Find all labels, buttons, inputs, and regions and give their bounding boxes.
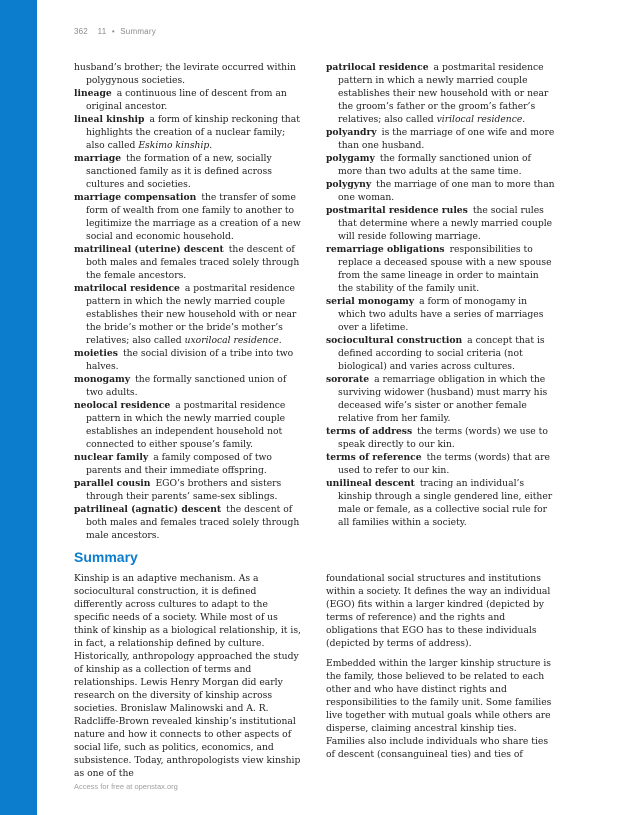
glossary-definition: a continuous line of descent from an original ancestor. (86, 88, 287, 112)
glossary-definition: the formation of a new, socially sanctioned family as it is defined across cultures and societies. (86, 153, 272, 190)
chapter-number: 11 (97, 27, 107, 36)
summary-paragraph: foundational social structures and institutions within a society. It defines the way an individual (EGO) fits within a larger kindred (depicted by terms of reference) and the rights and obligations that EGO has to these individuals (depicted by terms of address). (326, 573, 551, 649)
glossary-definition: a remarriage obligation in which the surviving widower (husband) must marry his deceased wife’s sister or another female relative from her family. (338, 374, 548, 424)
glossary-entry (74, 399, 306, 451)
glossary-term: lineage (74, 88, 112, 99)
glossary-tail: . (209, 140, 213, 151)
glossary-definition: husband’s brother; the levirate occurred within polygynous societies. (74, 62, 296, 86)
glossary-term: patrilocal residence (326, 62, 429, 73)
glossary-term: polyandry (326, 127, 377, 138)
glossary-tail: . (522, 114, 526, 125)
glossary-right-column (326, 61, 556, 529)
glossary-entry (74, 243, 306, 282)
glossary-term: polygyny (326, 179, 372, 190)
glossary-term: nuclear family (74, 452, 149, 463)
glossary-entry (74, 113, 306, 152)
glossary-entry (326, 204, 556, 243)
glossary-definition: the social rules that determine where a newly married couple will reside following marriage. (338, 205, 553, 242)
glossary-definition: is the marriage of one wife and more than one husband. (338, 127, 555, 151)
glossary-entry (74, 373, 306, 399)
summary-heading: Summary (74, 549, 138, 565)
glossary-entry (74, 152, 306, 191)
glossary-term: lineal kinship (74, 114, 145, 125)
page-number: 362 (74, 27, 88, 36)
glossary-term: terms of reference (326, 452, 422, 463)
glossary-alt-term: Eskimo kinship (138, 140, 210, 151)
glossary-entry (326, 477, 556, 529)
glossary-definition: the marriage of one man to more than one woman. (338, 179, 555, 203)
glossary-definition: a postmarital residence pattern in which the newly married couple establishes their new household with or near the bride’s mother or the bride’s mother’s relatives; also called (86, 283, 297, 346)
glossary-entry (74, 503, 306, 542)
glossary-term: marriage (74, 153, 122, 164)
side-color-bar (0, 0, 37, 815)
glossary-definition: EGO’s brothers and sisters through their parents’ same-sex siblings. (86, 478, 282, 502)
glossary-entry (74, 282, 306, 347)
glossary-term: marriage compensation (74, 192, 197, 203)
glossary-alt-term: virilocal residence (436, 114, 523, 125)
glossary-term: sociocultural construction (326, 335, 463, 346)
glossary-term: monogamy (74, 374, 131, 385)
glossary-definition: the descent of both males and females traced solely through the female ancestors. (86, 244, 300, 281)
glossary-entry (74, 191, 306, 243)
glossary-definition: the formally sanctioned union of two adults. (86, 374, 287, 398)
summary-paragraph: Kinship is an adaptive mechanism. As a sociocultural construction, it is defined differently across cultures to adapt to the specific needs of a society. While most of us think of kinship as a biological relationship, it is, in fact, a relationship defined by culture. Historically, anthropology approached the study of kinship as a collection of terms and relationships. Lewis Henry Morgan did early research on the diversity of kinship across societies. Bronislaw Malinowski and A. R. Radcliffe-Brown revealed kinship’s institutional nature and how it connects to other aspects of social life, such as politics, economics, and subsistence. Today, anthropologists view kinship as one of the (74, 573, 301, 779)
glossary-entry (74, 451, 306, 477)
glossary-entry (74, 87, 306, 113)
summary-paragraph: Embedded within the larger kinship structure is the family, those believed to be related to each other and who have distinct rights and responsibilities to the family unit. Some families live together with mutual goals while others are disperse, claiming ancestral kinship ties. Families also include individuals who share ties of descent (consanguineal ties) and ties of (326, 658, 552, 760)
glossary-definition: the transfer of some form of wealth from one family to another to legitimize the marriage as a creation of a new social and economic household. (86, 192, 301, 242)
glossary-entry (326, 373, 556, 425)
glossary-definition: tracing an individual’s kinship through a single gendered line, either male or female, as a collective social rule for all families within a society. (338, 478, 553, 528)
glossary-entry (326, 152, 556, 178)
glossary-term: parallel cousin (74, 478, 151, 489)
glossary-definition: a form of kinship reckoning that highlights the creation of a nuclear family; also called (86, 114, 300, 151)
glossary-definition: a postmarital residence pattern in which the newly married couple establishes an independent household not connected to either spouse’s family. (86, 400, 286, 450)
glossary-tail: . (278, 335, 282, 346)
glossary-definition: a family composed of two parents and their immediate offspring. (86, 452, 272, 476)
glossary-definition: a postmarital residence pattern in which a newly married couple establishes their new household with or near the groom’s father or the groom’s father’s relatives; also called (338, 62, 549, 125)
glossary-definition: the descent of both males and females traced solely through male ancestors. (86, 504, 300, 541)
glossary-definition: the terms (words) we use to speak directly to our kin. (338, 426, 548, 450)
glossary-term: neolocal residence (74, 400, 171, 411)
glossary-definition: the terms (words) that are used to refer to our kin. (338, 452, 550, 476)
summary-right-column (326, 572, 556, 768)
glossary-entry (74, 477, 306, 503)
glossary-definition: a form of monogamy in which two adults have a series of marriages over a lifetime. (338, 296, 544, 333)
header-separator: • (111, 27, 115, 36)
glossary-entry (74, 61, 306, 87)
glossary-term: terms of address (326, 426, 413, 437)
glossary-term: sororate (326, 374, 370, 385)
page-header (74, 27, 156, 36)
glossary-entry (326, 425, 556, 451)
glossary-term: remarriage obligations (326, 244, 445, 255)
glossary-term: polygamy (326, 153, 375, 164)
glossary-term: moieties (74, 348, 118, 359)
section-name: Summary (120, 27, 156, 36)
glossary-entry (326, 334, 556, 373)
glossary-term: matrilineal (uterine) descent (74, 244, 224, 255)
glossary-entry (326, 295, 556, 334)
glossary-entry (74, 347, 306, 373)
glossary-term: postmarital residence rules (326, 205, 468, 216)
glossary-term: patrilineal (agnatic) descent (74, 504, 222, 515)
glossary-entry (326, 178, 556, 204)
glossary-alt-term: uxorilocal residence (184, 335, 279, 346)
summary-left-column (74, 572, 304, 787)
glossary-definition: the formally sanctioned union of more than two adults at the same time. (338, 153, 531, 177)
glossary-definition: a concept that is defined according to social criteria (not biological) and varies across cultures. (338, 335, 545, 372)
glossary-entry (326, 451, 556, 477)
glossary-entry (326, 61, 556, 126)
glossary-left-column (74, 61, 306, 542)
glossary-term: serial monogamy (326, 296, 415, 307)
glossary-term: unilineal descent (326, 478, 415, 489)
glossary-definition: responsibilities to replace a deceased spouse with a new spouse from the same lineage in order to maintain the stability of the family unit. (338, 244, 552, 294)
glossary-definition: the social division of a tribe into two halves. (86, 348, 294, 372)
glossary-entry (326, 126, 556, 152)
footer-access-link[interactable]: Access for free at openstax.org (74, 782, 178, 791)
glossary-term: matrilocal residence (74, 283, 180, 294)
glossary-entry (326, 243, 556, 295)
